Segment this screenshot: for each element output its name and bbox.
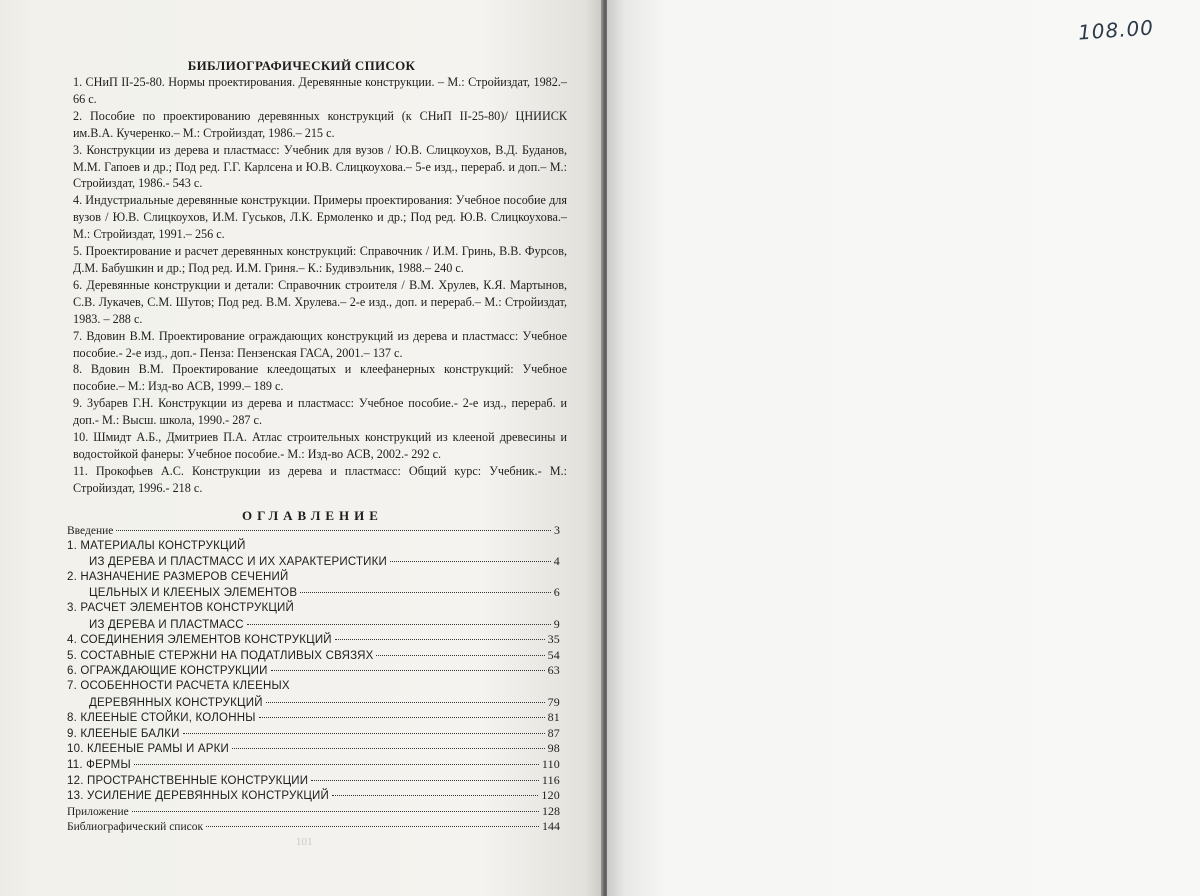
bibliography-entry: 10. Шмидт А.Б., Дмитриев П.А. Атлас строительных конструкций из клееной древесины и водостойкой фанеры: Учебное пособие.- М.: Изд-во АСВ, 2002.- 292 с. <box>73 430 567 461</box>
toc-item <box>67 570 560 601</box>
toc-item-page: 54 <box>547 647 560 662</box>
toc-item-title: 12. ПРОСТРАНСТВЕННЫЕ КОНСТРУКЦИИ <box>67 774 309 787</box>
toc-item <box>67 539 560 570</box>
table-of-contents <box>67 523 560 835</box>
toc-item <box>67 601 560 632</box>
toc-item-page: 35 <box>547 632 560 647</box>
toc-item-page: 110 <box>541 756 560 771</box>
toc-item-title: 6. ОГРАЖДАЮЩИЕ КОНСТРУКЦИИ <box>67 665 268 678</box>
toc-item <box>67 819 560 835</box>
toc-item-page: 3 <box>554 523 560 537</box>
toc-item-title: 11. ФЕРМЫ <box>67 758 131 771</box>
toc-item <box>67 773 560 789</box>
bibliography-list <box>73 74 567 497</box>
bibliography-title: БИБЛИОГРАФИЧЕСКИЙ СПИСОК <box>187 58 416 73</box>
toc-item-title-line1: 1. МАТЕРИАЛЫ КОНСТРУКЦИЙ <box>67 539 246 552</box>
toc-item-page: 116 <box>541 772 560 787</box>
toc-title: ОГЛАВЛЕНИЕ <box>242 508 383 523</box>
toc-item-title: 9. КЛЕЕНЫЕ БАЛКИ <box>67 727 180 740</box>
toc-item-title: 5. СОСТАВНЫЕ СТЕРЖНИ НА ПОДАТЛИВЫХ СВЯЗЯХ <box>67 649 374 662</box>
toc-item-page: 63 <box>547 663 560 678</box>
right-page <box>607 0 1200 896</box>
bibliography-entry: 8. Вдовин В.М. Проектирование клеедощатых и клеефанерных конструкций: Учебное пособие.– М.: Изд-во АСВ, 1999.– 189 с. <box>73 362 567 394</box>
toc-item-title: 13. УСИЛЕНИЕ ДЕРЕВЯННЫХ КОНСТРУКЦИЙ <box>67 790 329 803</box>
toc-item-title: ИЗ ДЕРЕВА И ПЛАСТМАСС <box>89 618 244 631</box>
bibliography-entry: 3. Конструкции из дерева и пластмасс: Учебник для вузов / Ю.В. Слицкоухов, В.Д. Буданов, М.М. Гапоев и др.; Под ред. Г.Г. Карлсена и Ю.В. Слицкоухова.– 5-е изд., перераб. и доп.– М.: Стройиздат, 1986.- 543 с. <box>73 142 567 191</box>
toc-item-title: Библиографический список <box>67 821 204 834</box>
toc-item <box>67 523 560 539</box>
bibliography-entry: 6. Деревянные конструкции и детали: Справочник строителя / В.М. Хрулев, К.Я. Мартынов, С.В. Лукачев, С.М. Шутов; Под ред. В.М. Хрулева.– 2-е изд., доп. и перераб.– М.: Стройиздат, 1983. – 288 с. <box>73 277 567 326</box>
toc-item <box>67 648 560 664</box>
toc-item-page: 4 <box>553 554 560 569</box>
toc-item-title: Приложение <box>67 805 129 818</box>
bibliography-entry: 5. Проектирование и расчет деревянных конструкций: Справочник / И.М. Гринь, В.В. Фурсов, Д.М. Бабушкин и др.; Под ред. И.М. Гриня.– К.: Будивэльник, 1988.– 240 с. <box>73 244 567 275</box>
toc-item-title: 10. КЛЕЕНЫЕ РАМЫ И АРКИ <box>67 743 230 756</box>
toc-item-page: 120 <box>541 788 560 803</box>
toc-item-page: 87 <box>547 725 560 740</box>
toc-item <box>67 632 560 648</box>
handwritten-note: 108.00 <box>1077 15 1155 45</box>
bibliography-entry: 2. Пособие по проектированию деревянных конструкций (к СНиП II-25-80)/ ЦНИИСК им.В.А. Кучеренко.– М.: Стройиздат, 1986.– 215 с. <box>73 108 567 140</box>
toc-item-page: 9 <box>553 616 560 631</box>
toc-item-title-line1: 2. НАЗНАЧЕНИЕ РАЗМЕРОВ СЕЧЕНИЙ <box>67 570 289 583</box>
toc-item-page: 6 <box>553 585 560 600</box>
toc-item <box>67 804 560 820</box>
toc-item-title-line1: 3. РАСЧЕТ ЭЛЕМЕНТОВ КОНСТРУКЦИЙ <box>67 601 294 614</box>
toc-item <box>67 741 560 757</box>
bibliography-entry: 1. СНиП II-25-80. Нормы проектирования. Деревянные конструкции. – М.: Стройиздат, 1982.– 66 с. <box>73 75 567 106</box>
toc-item <box>67 726 560 742</box>
toc-item-title: ЦЕЛЬНЫХ И КЛЕЕНЫХ ЭЛЕМЕНТОВ <box>89 587 298 600</box>
toc-item-page: 79 <box>547 694 560 709</box>
toc-item-page: 98 <box>547 741 560 756</box>
toc-item <box>67 788 560 804</box>
toc-item-title-line1: 7. ОСОБЕННОСТИ РАСЧЕТА КЛЕЕНЫХ <box>67 679 290 692</box>
toc-item <box>67 663 560 679</box>
bibliography-entry: 9. Зубарев Г.Н. Конструкции из дерева и пластмасс: Учебное пособие.- 2-е изд., перераб. и доп.- М.: Высш. школа, 1990.- 287 с. <box>73 396 567 428</box>
toc-item <box>67 757 560 773</box>
toc-item-title: 4. СОЕДИНЕНИЯ ЭЛЕМЕНТОВ КОНСТРУКЦИЙ <box>67 634 332 647</box>
toc-item-title: 8. КЛЕЕНЫЕ СТОЙКИ, КОЛОННЫ <box>67 712 256 725</box>
toc-item-page: 81 <box>547 710 560 725</box>
bibliography-entry: 11. Прокофьев А.С. Конструкции из дерева и пластмасс: Общий курс: Учебник.- М.: Стройиздат, 1996.- 218 с. <box>73 463 567 495</box>
bibliography-entry: 7. Вдовин В.М. Проектирование ограждающих конструкций из дерева и пластмасс: Учебное пособие.- 2-е изд., доп.- Пенза: Пензенская ГАСА, 2001.– 137 с. <box>73 328 567 360</box>
toc-item <box>67 679 560 710</box>
toc-item-title: ДЕРЕВЯННЫХ КОНСТРУКЦИЙ <box>89 696 263 709</box>
toc-item-page: 144 <box>542 819 560 834</box>
toc-item <box>67 710 560 726</box>
ghost-page-number: 101 <box>296 836 313 848</box>
toc-item-title: ИЗ ДЕРЕВА И ПЛАСТМАСС И ИХ ХАРАКТЕРИСТИКИ <box>89 556 388 569</box>
toc-item-page: 128 <box>542 803 560 818</box>
bibliography-entry: 4. Индустриальные деревянные конструкции. Примеры проектирования: Учебное пособие для вузов / Ю.В. Слицкоухов, И.М. Гуськов, Л.К. Ермоленко и др.; Под ред. Ю.В. Слицкоухова.– М.: Стройиздат, 1991.– 256 с. <box>73 193 567 242</box>
toc-item-title: Введение <box>67 525 114 537</box>
